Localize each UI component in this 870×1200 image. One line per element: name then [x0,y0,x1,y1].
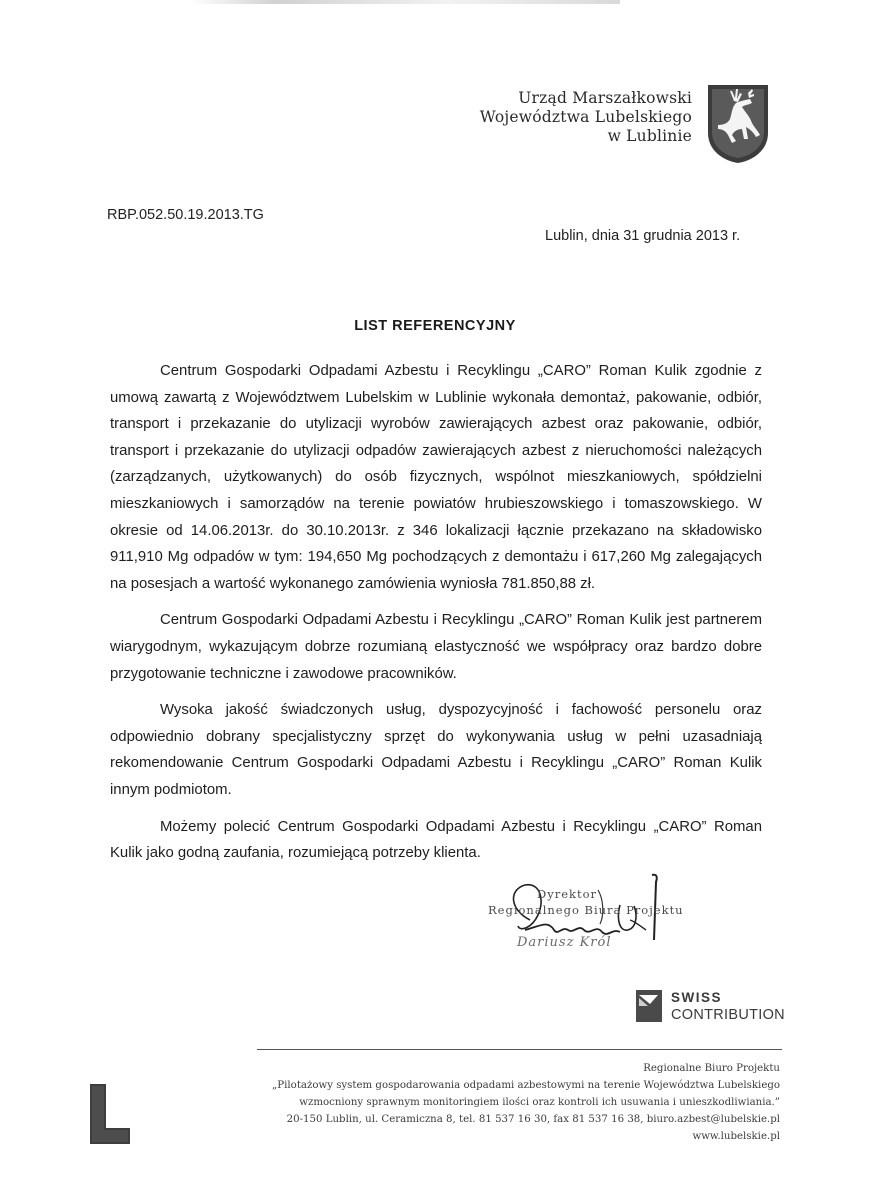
place-and-date: Lublin, dnia 31 grudnia 2013 r. [545,228,741,244]
office-line: Województwa Lubelskiego [479,108,692,126]
footer-divider [257,1049,782,1050]
stamp-office: Regionalnego Biura Projektu [488,903,684,917]
footer [272,1060,780,1145]
office-line: Urząd Marszałkowski [518,89,692,107]
body-paragraph: Centrum Gospodarki Odpadami Azbestu i Recyklingu „CARO” Roman Kulik jest partnerem wiarygodnym, wykazującym dobrze rozumianą elastyczność we współpracy oraz bardzo dobre przygotowanie techniczne i zawodowe pracowników. [110,612,762,682]
lublin-deer-crest-icon [706,83,770,165]
lubelskie-l-logo-icon [90,1084,130,1144]
stamp-role: Dyrektor [537,887,598,901]
stamp-name: Dariusz Król [517,935,612,950]
letter-body [110,358,762,877]
sponsor-name: SWISS [671,990,723,1005]
footer-line: wzmocniony sprawnym monitoringiem ilości oraz kontroli ich usuwania i unieszkodliwiania.” [299,1097,780,1108]
swiss-contribution-logo-icon [636,990,662,1022]
issuing-office [480,89,692,146]
footer-line: 20-150 Lublin, ul. Ceramiczna 8, tel. 81 537 16 30, fax 81 537 16 38, biuro.azbest@lubelskie.pl [286,1114,780,1125]
footer-line: „Pilotażowy system gospodarowania odpadami azbestowymi na terenie Województwa Lubelskiego [272,1080,780,1091]
footer-website: www.lubelskie.pl [692,1131,780,1142]
body-paragraph: Centrum Gospodarki Odpadami Azbestu i Recyklingu „CARO” Roman Kulik zgodnie z umową zawartą z Województwem Lubelskim w Lublinie wykonała demontaż, pakowanie, odbiór, transport i przekazanie do utylizacji wyrobów zawierających azbest oraz pakowanie, odbiór, transport i przekazanie do utylizacji odpadów zawierających azbest z nieruchomości należących (zarządzanych, użytkowanych) do osób fizycznych, wspólnot mieszkaniowych, spółdzielni mieszkaniowych i samorządów na terenie powiatów hrubieszowskiego i tomaszowskiego. W okresie od 14.06.2013r. do 30.10.2013r. z 346 lokalizacji łącznie przekazano na składowisko 911,910 Mg odpadów w tym: 194,650 Mg pochodzących z demontażu i 617,260 Mg zalegających na posesjach a wartość wykonanego zamówienia wyniosła 781.850,88 zł. [110,363,762,592]
body-paragraph: Wysoka jakość świadczonych usług, dyspozycyjność i fachowość personelu oraz odpowiednio dobrany specjalistyczny sprzęt do wykonywania usług w pełni uzasadniają rekomendowanie Centrum Gospodarki Odpadami Azbestu i Recyklingu „CARO” Roman Kulik innym podmiotom. [110,702,762,798]
reference-number: RBP.052.50.19.2013.TG [107,207,264,223]
scan-edge-shadow [190,0,620,4]
body-paragraph: Możemy polecić Centrum Gospodarki Odpadami Azbestu i Recyklingu „CARO” Roman Kulik jako godną zaufania, rozumiejącą potrzeby klienta. [110,818,762,862]
footer-line: Regionalne Biuro Projektu [643,1063,780,1074]
letter-title: LIST REFERENCYJNY [354,318,516,334]
office-line: w Lublinie [607,127,692,145]
sponsor-subtitle: CONTRIBUTION [671,1007,785,1023]
